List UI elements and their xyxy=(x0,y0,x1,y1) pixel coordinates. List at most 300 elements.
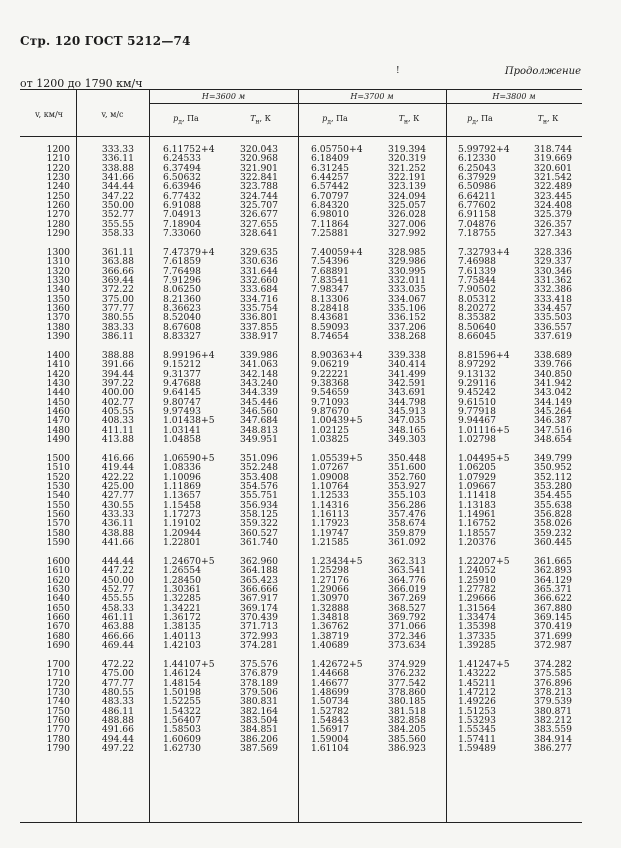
table-cell: 375.576 xyxy=(240,659,278,670)
table-cell: 1.60609 xyxy=(163,733,201,745)
table-cell: 9.71093 xyxy=(311,396,349,408)
table-cell: 491.66 xyxy=(101,724,134,736)
table-cell: 336.152 xyxy=(388,312,426,324)
table-cell: 7.40059+4 xyxy=(311,247,363,258)
table-cell: 328.336 xyxy=(534,247,572,258)
table-cell: 349.799 xyxy=(534,453,572,464)
table-cell: 347.22 xyxy=(101,190,134,202)
table-cell: 1750 xyxy=(46,705,70,717)
table-cell: 374.282 xyxy=(534,659,572,670)
table-cell: 425.00 xyxy=(101,481,134,493)
table-cell: 1560 xyxy=(46,509,70,521)
table-cell: 367.880 xyxy=(534,602,572,614)
table-cell: 9.31377 xyxy=(163,368,201,380)
column-header-pressure: $p_д$, Па xyxy=(173,114,199,126)
table-cell: 325.707 xyxy=(240,200,278,212)
column-header-temperature: $T_н$, К xyxy=(250,114,271,126)
table-cell: 369.44 xyxy=(101,275,134,287)
table-cell: 369.145 xyxy=(534,612,572,624)
table-cell: 339.338 xyxy=(388,350,426,361)
table-cell: 7.04913 xyxy=(163,209,201,221)
table-cell: 1.50734 xyxy=(311,696,349,708)
table-cell: 360.445 xyxy=(534,537,572,549)
table-cell: 334.067 xyxy=(388,293,426,305)
table-cell: 362.313 xyxy=(388,556,426,567)
table-cell: 1670 xyxy=(46,621,70,633)
table-cell: 8.36623 xyxy=(163,303,201,315)
table-cell: 1.01116+5 xyxy=(458,424,510,436)
table-cell: 355.751 xyxy=(240,490,278,502)
row-block xyxy=(38,557,70,660)
table-cell: 343.691 xyxy=(388,387,426,399)
table-cell: 1340 xyxy=(46,284,70,296)
table-cell: 355.103 xyxy=(388,490,426,502)
table-cell: 422.22 xyxy=(101,471,134,483)
table-cell: 408.33 xyxy=(101,415,134,427)
table-cell: 1.26554 xyxy=(163,565,201,577)
table-cell: 1510 xyxy=(46,462,70,474)
table-cell: 377.542 xyxy=(388,677,426,689)
table-cell: 356.934 xyxy=(240,499,278,511)
table-cell: 1710 xyxy=(46,668,70,680)
table-cell: 1.36762 xyxy=(311,621,349,633)
row-block xyxy=(311,351,373,454)
column-divider xyxy=(298,89,299,822)
row-block xyxy=(96,660,134,763)
table-cell: 347.035 xyxy=(388,415,426,427)
table-cell: 1.00439+5 xyxy=(311,415,363,427)
table-cell: 366.019 xyxy=(388,584,426,596)
table-cell: 348.165 xyxy=(388,424,426,436)
table-cell: 338.689 xyxy=(534,350,572,361)
table-cell: 345.446 xyxy=(240,396,278,408)
table-cell: 1720 xyxy=(46,677,70,689)
table-bottom-rule xyxy=(20,822,582,823)
group-divider-rule xyxy=(149,103,582,104)
table-cell: 330.995 xyxy=(388,265,426,277)
table-cell: 8.50640 xyxy=(458,321,496,333)
table-cell: 8.43681 xyxy=(311,312,349,324)
table-cell: 1.28450 xyxy=(163,574,201,586)
group-header-altitude: H=3600 м xyxy=(201,92,246,101)
table-cell: 1380 xyxy=(46,321,70,333)
table-cell: 340.414 xyxy=(388,359,426,371)
table-cell: 9.06219 xyxy=(311,359,349,371)
table-cell: 483.33 xyxy=(101,696,134,708)
table-cell: 455.55 xyxy=(101,593,134,605)
table-cell: 1.23434+5 xyxy=(311,556,363,567)
table-cell: 330.636 xyxy=(240,256,278,268)
table-cell: 6.77432 xyxy=(163,190,201,202)
table-cell: 337.619 xyxy=(534,331,572,343)
table-cell: 347.516 xyxy=(534,424,572,436)
table-cell: 1790 xyxy=(46,743,70,755)
table-cell: 1.56407 xyxy=(163,715,201,727)
table-cell: 359.322 xyxy=(240,518,278,530)
table-cell: 361.740 xyxy=(240,537,278,549)
table-cell: 322.489 xyxy=(534,181,572,193)
table-cell: 1.49226 xyxy=(458,696,496,708)
table-cell: 8.83327 xyxy=(163,331,201,343)
table-cell: 1.01438+5 xyxy=(163,415,215,427)
table-cell: 461.11 xyxy=(101,612,134,624)
table-cell: 348.654 xyxy=(534,434,572,446)
table-cell: 374.281 xyxy=(240,640,278,652)
table-cell: 402.77 xyxy=(101,396,134,408)
table-cell: 1660 xyxy=(46,612,70,624)
table-cell: 7.33060 xyxy=(163,228,201,240)
table-cell: 372.987 xyxy=(534,640,572,652)
table-cell: 328.641 xyxy=(240,228,278,240)
table-cell: 1.27782 xyxy=(458,584,496,596)
table-cell: 355.55 xyxy=(101,218,134,230)
table-cell: 366.622 xyxy=(534,593,572,605)
table-cell: 335.754 xyxy=(240,303,278,315)
table-cell: 1.10764 xyxy=(311,481,349,493)
table-cell: 344.798 xyxy=(388,396,426,408)
table-cell: 354.455 xyxy=(534,490,572,502)
table-cell: 497.22 xyxy=(101,743,134,755)
table-cell: 1.57411 xyxy=(458,733,496,745)
row-block xyxy=(238,145,278,248)
table-cell: 320.043 xyxy=(240,144,278,155)
table-cell: 380.831 xyxy=(240,696,278,708)
table-cell: 1290 xyxy=(46,228,70,240)
table-cell: 472.22 xyxy=(101,659,134,670)
table-cell: 1.16113 xyxy=(311,509,349,521)
table-cell: 1430 xyxy=(46,378,70,390)
column-header-temperature: $T_н$, К xyxy=(398,114,420,126)
table-cell: 8.81596+4 xyxy=(458,350,510,361)
row-block xyxy=(386,454,426,557)
table-cell: 331.362 xyxy=(534,275,572,287)
table-cell: 380.185 xyxy=(388,696,426,708)
table-cell: 9.87670 xyxy=(311,406,349,418)
table-cell: 7.04876 xyxy=(458,218,496,230)
table-cell: 6.91158 xyxy=(458,209,496,221)
table-cell: 367.269 xyxy=(388,593,426,605)
row-block xyxy=(532,557,572,660)
table-cell: 438.88 xyxy=(101,527,134,539)
table-cell: 1.20944 xyxy=(163,527,201,539)
table-cell: 343.240 xyxy=(240,378,278,390)
table-cell: 368.527 xyxy=(388,602,426,614)
row-block xyxy=(532,248,572,351)
table-cell: 359.232 xyxy=(534,527,572,539)
table-cell: 322.191 xyxy=(388,172,426,184)
table-cell: 1520 xyxy=(46,471,70,483)
table-cell: 382.858 xyxy=(388,715,426,727)
table-cell: 6.12330 xyxy=(458,153,496,165)
row-block xyxy=(238,557,278,660)
table-cell: 1650 xyxy=(46,602,70,614)
table-cell: 1.24052 xyxy=(458,565,496,577)
table-cell: 342.148 xyxy=(240,368,278,380)
row-block xyxy=(386,351,426,454)
row-block xyxy=(38,660,70,763)
table-cell: 1.14961 xyxy=(458,509,496,521)
table-cell: 7.54396 xyxy=(311,256,349,268)
table-cell: 379.539 xyxy=(534,696,572,708)
table-cell: 1.37335 xyxy=(458,630,496,642)
table-cell: 1.51253 xyxy=(458,705,496,717)
table-cell: 8.20272 xyxy=(458,303,496,315)
row-block xyxy=(386,660,426,763)
table-cell: 371.699 xyxy=(534,630,572,642)
row-block xyxy=(458,145,520,248)
table-cell: 9.15212 xyxy=(163,359,201,371)
table-cell: 352.760 xyxy=(388,471,426,483)
table-cell: 1250 xyxy=(46,190,70,202)
table-cell: 1740 xyxy=(46,696,70,708)
table-cell: 1.18557 xyxy=(458,527,496,539)
table-cell: 475.00 xyxy=(101,668,134,680)
row-block xyxy=(386,248,426,351)
table-cell: 387.569 xyxy=(240,743,278,755)
table-cell: 416.66 xyxy=(101,453,134,464)
table-cell: 8.06250 xyxy=(163,284,201,296)
row-block xyxy=(311,145,373,248)
table-cell: 7.83541 xyxy=(311,275,349,287)
table-cell: 335.106 xyxy=(388,303,426,315)
table-cell: 1.14316 xyxy=(311,499,349,511)
table-cell: 7.61859 xyxy=(163,256,201,268)
column-divider xyxy=(76,89,77,822)
table-cell: 326.028 xyxy=(388,209,426,221)
table-cell: 447.22 xyxy=(101,565,134,577)
table-cell: 1460 xyxy=(46,406,70,418)
table-cell: 486.11 xyxy=(101,705,134,717)
row-block xyxy=(163,351,225,454)
table-cell: 7.76498 xyxy=(163,265,201,277)
table-cell: 352.112 xyxy=(534,471,572,483)
table-cell: 1.34818 xyxy=(311,612,349,624)
table-cell: 1.58503 xyxy=(163,724,201,736)
row-block xyxy=(238,660,278,763)
table-cell: 324.744 xyxy=(240,190,278,202)
table-cell: 1.44668 xyxy=(311,668,349,680)
table-cell: 380.871 xyxy=(534,705,572,717)
table-cell: 463.88 xyxy=(101,621,134,633)
table-cell: 327.343 xyxy=(534,228,572,240)
table-cell: 1.38719 xyxy=(311,630,349,642)
table-cell: 1.41247+5 xyxy=(458,659,510,670)
table-cell: 1.54322 xyxy=(163,705,201,717)
table-cell: 8.67608 xyxy=(163,321,201,333)
table-cell: 480.55 xyxy=(101,687,134,699)
table-cell: 353.280 xyxy=(534,481,572,493)
table-cell: 6.31245 xyxy=(311,162,349,174)
table-cell: 362.960 xyxy=(240,556,278,567)
row-block xyxy=(532,351,572,454)
table-cell: 8.35382 xyxy=(458,312,496,324)
row-block xyxy=(163,145,225,248)
table-cell: 411.11 xyxy=(101,424,134,436)
table-cell: 386.11 xyxy=(101,331,134,343)
table-cell: 1.38135 xyxy=(163,621,201,633)
table-cell: 322.841 xyxy=(240,172,278,184)
table-cell: 1.33474 xyxy=(458,612,496,624)
table-cell: 1.61104 xyxy=(311,743,349,755)
table-cell: 342.591 xyxy=(388,378,426,390)
row-block xyxy=(386,557,426,660)
table-cell: 366.666 xyxy=(240,584,278,596)
row-block xyxy=(38,145,70,248)
table-cell: 1.15458 xyxy=(163,499,201,511)
column-header-pressure: $p_д$, Па xyxy=(467,114,493,126)
table-cell: 1.31564 xyxy=(458,602,496,614)
table-cell: 332.660 xyxy=(240,275,278,287)
table-cell: 364.776 xyxy=(388,574,426,586)
table-cell: 336.557 xyxy=(534,321,572,333)
table-cell: 6.64211 xyxy=(458,190,496,202)
table-cell: 365.371 xyxy=(534,584,572,596)
table-cell: 1.13657 xyxy=(163,490,201,502)
table-cell: 339.986 xyxy=(240,350,278,361)
table-cell: 6.18409 xyxy=(311,153,349,165)
table-cell: 1630 xyxy=(46,584,70,596)
table-cell: 1760 xyxy=(46,715,70,727)
table-cell: 375.585 xyxy=(534,668,572,680)
table-cell: 1400 xyxy=(46,350,70,361)
table-cell: 458.33 xyxy=(101,602,134,614)
table-cell: 477.77 xyxy=(101,677,134,689)
table-cell: 344.149 xyxy=(534,396,572,408)
row-block xyxy=(238,351,278,454)
table-cell: 1.29666 xyxy=(458,593,496,605)
table-cell: 6.44257 xyxy=(311,172,349,184)
table-cell: 374.929 xyxy=(388,659,426,670)
row-block xyxy=(458,660,520,763)
table-cell: 1.56917 xyxy=(311,724,349,736)
table-cell: 8.97292 xyxy=(458,359,496,371)
table-cell: 8.05312 xyxy=(458,293,496,305)
table-cell: 1.29066 xyxy=(311,584,349,596)
table-cell: 7.46988 xyxy=(458,256,496,268)
table-cell: 6.84320 xyxy=(311,200,349,212)
table-cell: 6.24533 xyxy=(163,153,201,165)
table-cell: 1550 xyxy=(46,499,70,511)
table-cell: 1440 xyxy=(46,387,70,399)
table-cell: 8.90363+4 xyxy=(311,350,363,361)
table-cell: 1.43222 xyxy=(458,668,496,680)
row-block xyxy=(38,454,70,557)
row-block xyxy=(38,248,70,351)
table-cell: 405.55 xyxy=(101,406,134,418)
table-cell: 382.164 xyxy=(240,705,278,717)
table-cell: 353.408 xyxy=(240,471,278,483)
table-cell: 344.44 xyxy=(101,181,134,193)
table-cell: 384.914 xyxy=(534,733,572,745)
table-cell: 318.744 xyxy=(534,144,572,155)
table-cell: 372.346 xyxy=(388,630,426,642)
table-cell: 379.506 xyxy=(240,687,278,699)
table-cell: 364.188 xyxy=(240,565,278,577)
table-cell: 1280 xyxy=(46,218,70,230)
table-cell: 1.42672+5 xyxy=(311,659,363,670)
table-cell: 367.917 xyxy=(240,593,278,605)
table-cell: 369.174 xyxy=(240,602,278,614)
table-cell: 358.125 xyxy=(240,509,278,521)
table-cell: 1.40113 xyxy=(163,630,201,642)
page-header: Стр. 120 ГОСТ 5212—74 xyxy=(20,34,191,48)
table-cell: 361.665 xyxy=(534,556,572,567)
table-cell: 488.88 xyxy=(101,715,134,727)
table-cell: 8.66045 xyxy=(458,331,496,343)
table-cell: 430.55 xyxy=(101,499,134,511)
row-block xyxy=(458,248,520,351)
table-cell: 339.766 xyxy=(534,359,572,371)
table-cell: 323.139 xyxy=(388,181,426,193)
table-cell: 6.98010 xyxy=(311,209,349,221)
row-block xyxy=(163,248,225,351)
table-cell: 1.44107+5 xyxy=(163,659,215,670)
table-cell: 363.541 xyxy=(388,565,426,577)
table-cell: 1270 xyxy=(46,209,70,221)
table-cell: 329.986 xyxy=(388,256,426,268)
table-cell: 338.917 xyxy=(240,331,278,343)
table-cell: 362.893 xyxy=(534,565,572,577)
table-cell: 356.828 xyxy=(534,509,572,521)
table-cell: 1500 xyxy=(46,453,70,464)
table-cell: 1610 xyxy=(46,565,70,577)
table-cell: 329.337 xyxy=(534,256,572,268)
table-cell: 378.189 xyxy=(240,677,278,689)
table-cell: 370.419 xyxy=(534,621,572,633)
table-cell: 341.499 xyxy=(388,368,426,380)
table-cell: 371.066 xyxy=(388,621,426,633)
table-cell: 321.901 xyxy=(240,162,278,174)
table-cell: 388.88 xyxy=(101,350,134,361)
table-cell: 383.504 xyxy=(240,715,278,727)
table-cell: 1690 xyxy=(46,640,70,652)
table-cell: 383.559 xyxy=(534,724,572,736)
table-cell: 433.33 xyxy=(101,509,134,521)
column-speed-ms xyxy=(96,145,134,763)
table-cell: 382.212 xyxy=(534,715,572,727)
table-cell: 8.28418 xyxy=(311,303,349,315)
table-cell: 375.00 xyxy=(101,293,134,305)
table-cell: 326.357 xyxy=(534,218,572,230)
table-cell: 319.669 xyxy=(534,153,572,165)
table-cell: 6.91088 xyxy=(163,200,201,212)
table-cell: 1.48154 xyxy=(163,677,201,689)
table-cell: 325.057 xyxy=(388,200,426,212)
table-cell: 9.80747 xyxy=(163,396,201,408)
row-block xyxy=(96,351,134,454)
table-cell: 1.27176 xyxy=(311,574,349,586)
table-cell: 335.503 xyxy=(534,312,572,324)
table-cell: 1410 xyxy=(46,359,70,371)
table-cell: 333.33 xyxy=(101,144,134,155)
table-cell: 1.32888 xyxy=(311,602,349,614)
table-cell: 352.248 xyxy=(240,462,278,474)
row-block xyxy=(532,145,572,248)
table-cell: 6.37929 xyxy=(458,172,496,184)
table-cell: 333.684 xyxy=(240,284,278,296)
table-cell: 365.423 xyxy=(240,574,278,586)
table-cell: 1390 xyxy=(46,331,70,343)
table-cell: 1.19747 xyxy=(311,527,349,539)
column-pressure-3600 xyxy=(163,145,225,763)
table-cell: 1.09667 xyxy=(458,481,496,493)
table-cell: 9.38368 xyxy=(311,378,349,390)
table-cell: 1.48699 xyxy=(311,687,349,699)
table-cell: 450.00 xyxy=(101,574,134,586)
table-cell: 1.53293 xyxy=(458,715,496,727)
table-cell: 385.560 xyxy=(388,733,426,745)
row-block xyxy=(163,454,225,557)
